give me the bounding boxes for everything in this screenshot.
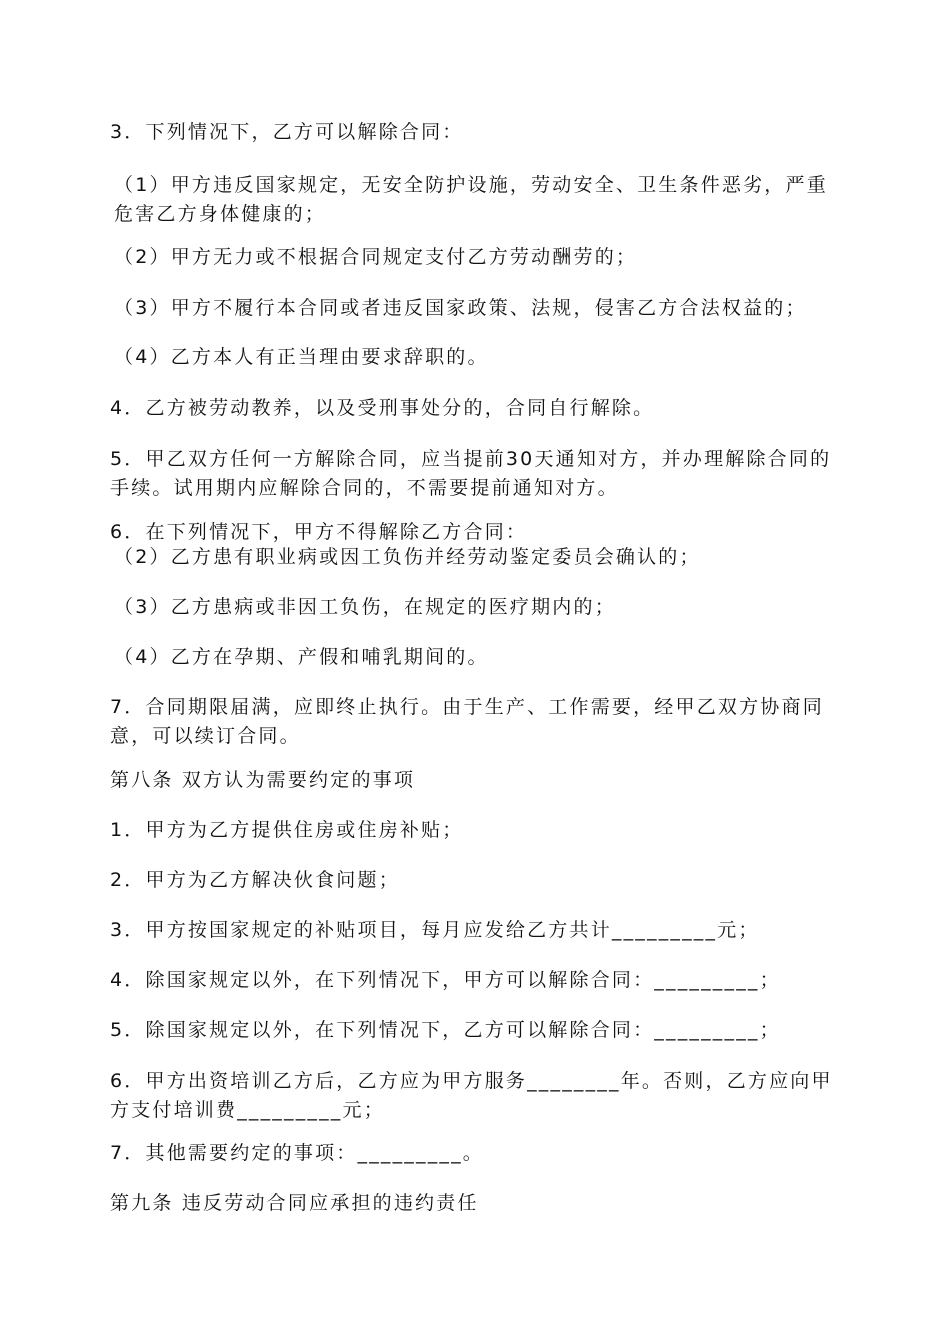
article-8-title: 第八条 双方认为需要约定的事项 [110,769,416,791]
article-8-item-3: 3．甲方按国家规定的补贴项目，每月应发给乙方共计_________元； [110,919,760,941]
article-8-item-7: 7．其他需要约定的事项：_________。 [110,1142,484,1164]
clause-6-heading: 6．在下列情况下，甲方不得解除乙方合同： [110,521,528,543]
clause-3-heading: 3．下列情况下，乙方可以解除合同： [110,121,464,143]
article-8-item-1: 1．甲方为乙方提供住房或住房补贴； [110,819,464,841]
article-9-title: 第九条 违反劳动合同应承担的违约责任 [110,1192,479,1214]
clause-3-item-2: （2）甲方无力或不根据合同规定支付乙方劳动酬劳的； [114,246,638,268]
clause-6-item-4: （4）乙方在孕期、产假和哺乳期间的。 [114,646,489,668]
article-8-item-5: 5．除国家规定以外，在下列情况下，乙方可以解除合同：_________； [110,1019,781,1041]
clause-3-item-1: （1）甲方违反国家规定，无安全防护设施，劳动安全、卫生条件恶劣，严重危害乙方身体健康的； [114,174,828,225]
clause-6-item-2: （2）乙方患有职业病或因工负伤并经劳动鉴定委员会确认的； [114,546,701,568]
article-8-item-4: 4．除国家规定以外，在下列情况下，甲方可以解除合同：_________； [110,969,781,991]
clause-3-item-3: （3）甲方不履行本合同或者违反国家政策、法规，侵害乙方合法权益的； [114,297,807,319]
clause-7: 7．合同期限届满，应即终止执行。由于生产、工作需要，经甲乙双方协商同意，可以续订合同。 [110,696,824,747]
clause-5: 5．甲乙双方任何一方解除合同，应当提前30天通知对方，并办理解除合同的手续。试用期内应解除合同的，不需要提前通知对方。 [110,448,832,499]
article-8-item-2: 2．甲方为乙方解决伙食问题； [110,869,400,891]
article-8-item-6: 6．甲方出资培训乙方后，乙方应为甲方服务________年。否则，乙方应向甲方支付培训费_________元； [110,1070,833,1121]
clause-6-item-3: （3）乙方患病或非因工负伤，在规定的医疗期内的； [114,596,616,618]
clause-4: 4．乙方被劳动教养，以及受刑事处分的，合同自行解除。 [110,397,655,419]
clause-3-item-4: （4）乙方本人有正当理由要求辞职的。 [114,346,489,368]
